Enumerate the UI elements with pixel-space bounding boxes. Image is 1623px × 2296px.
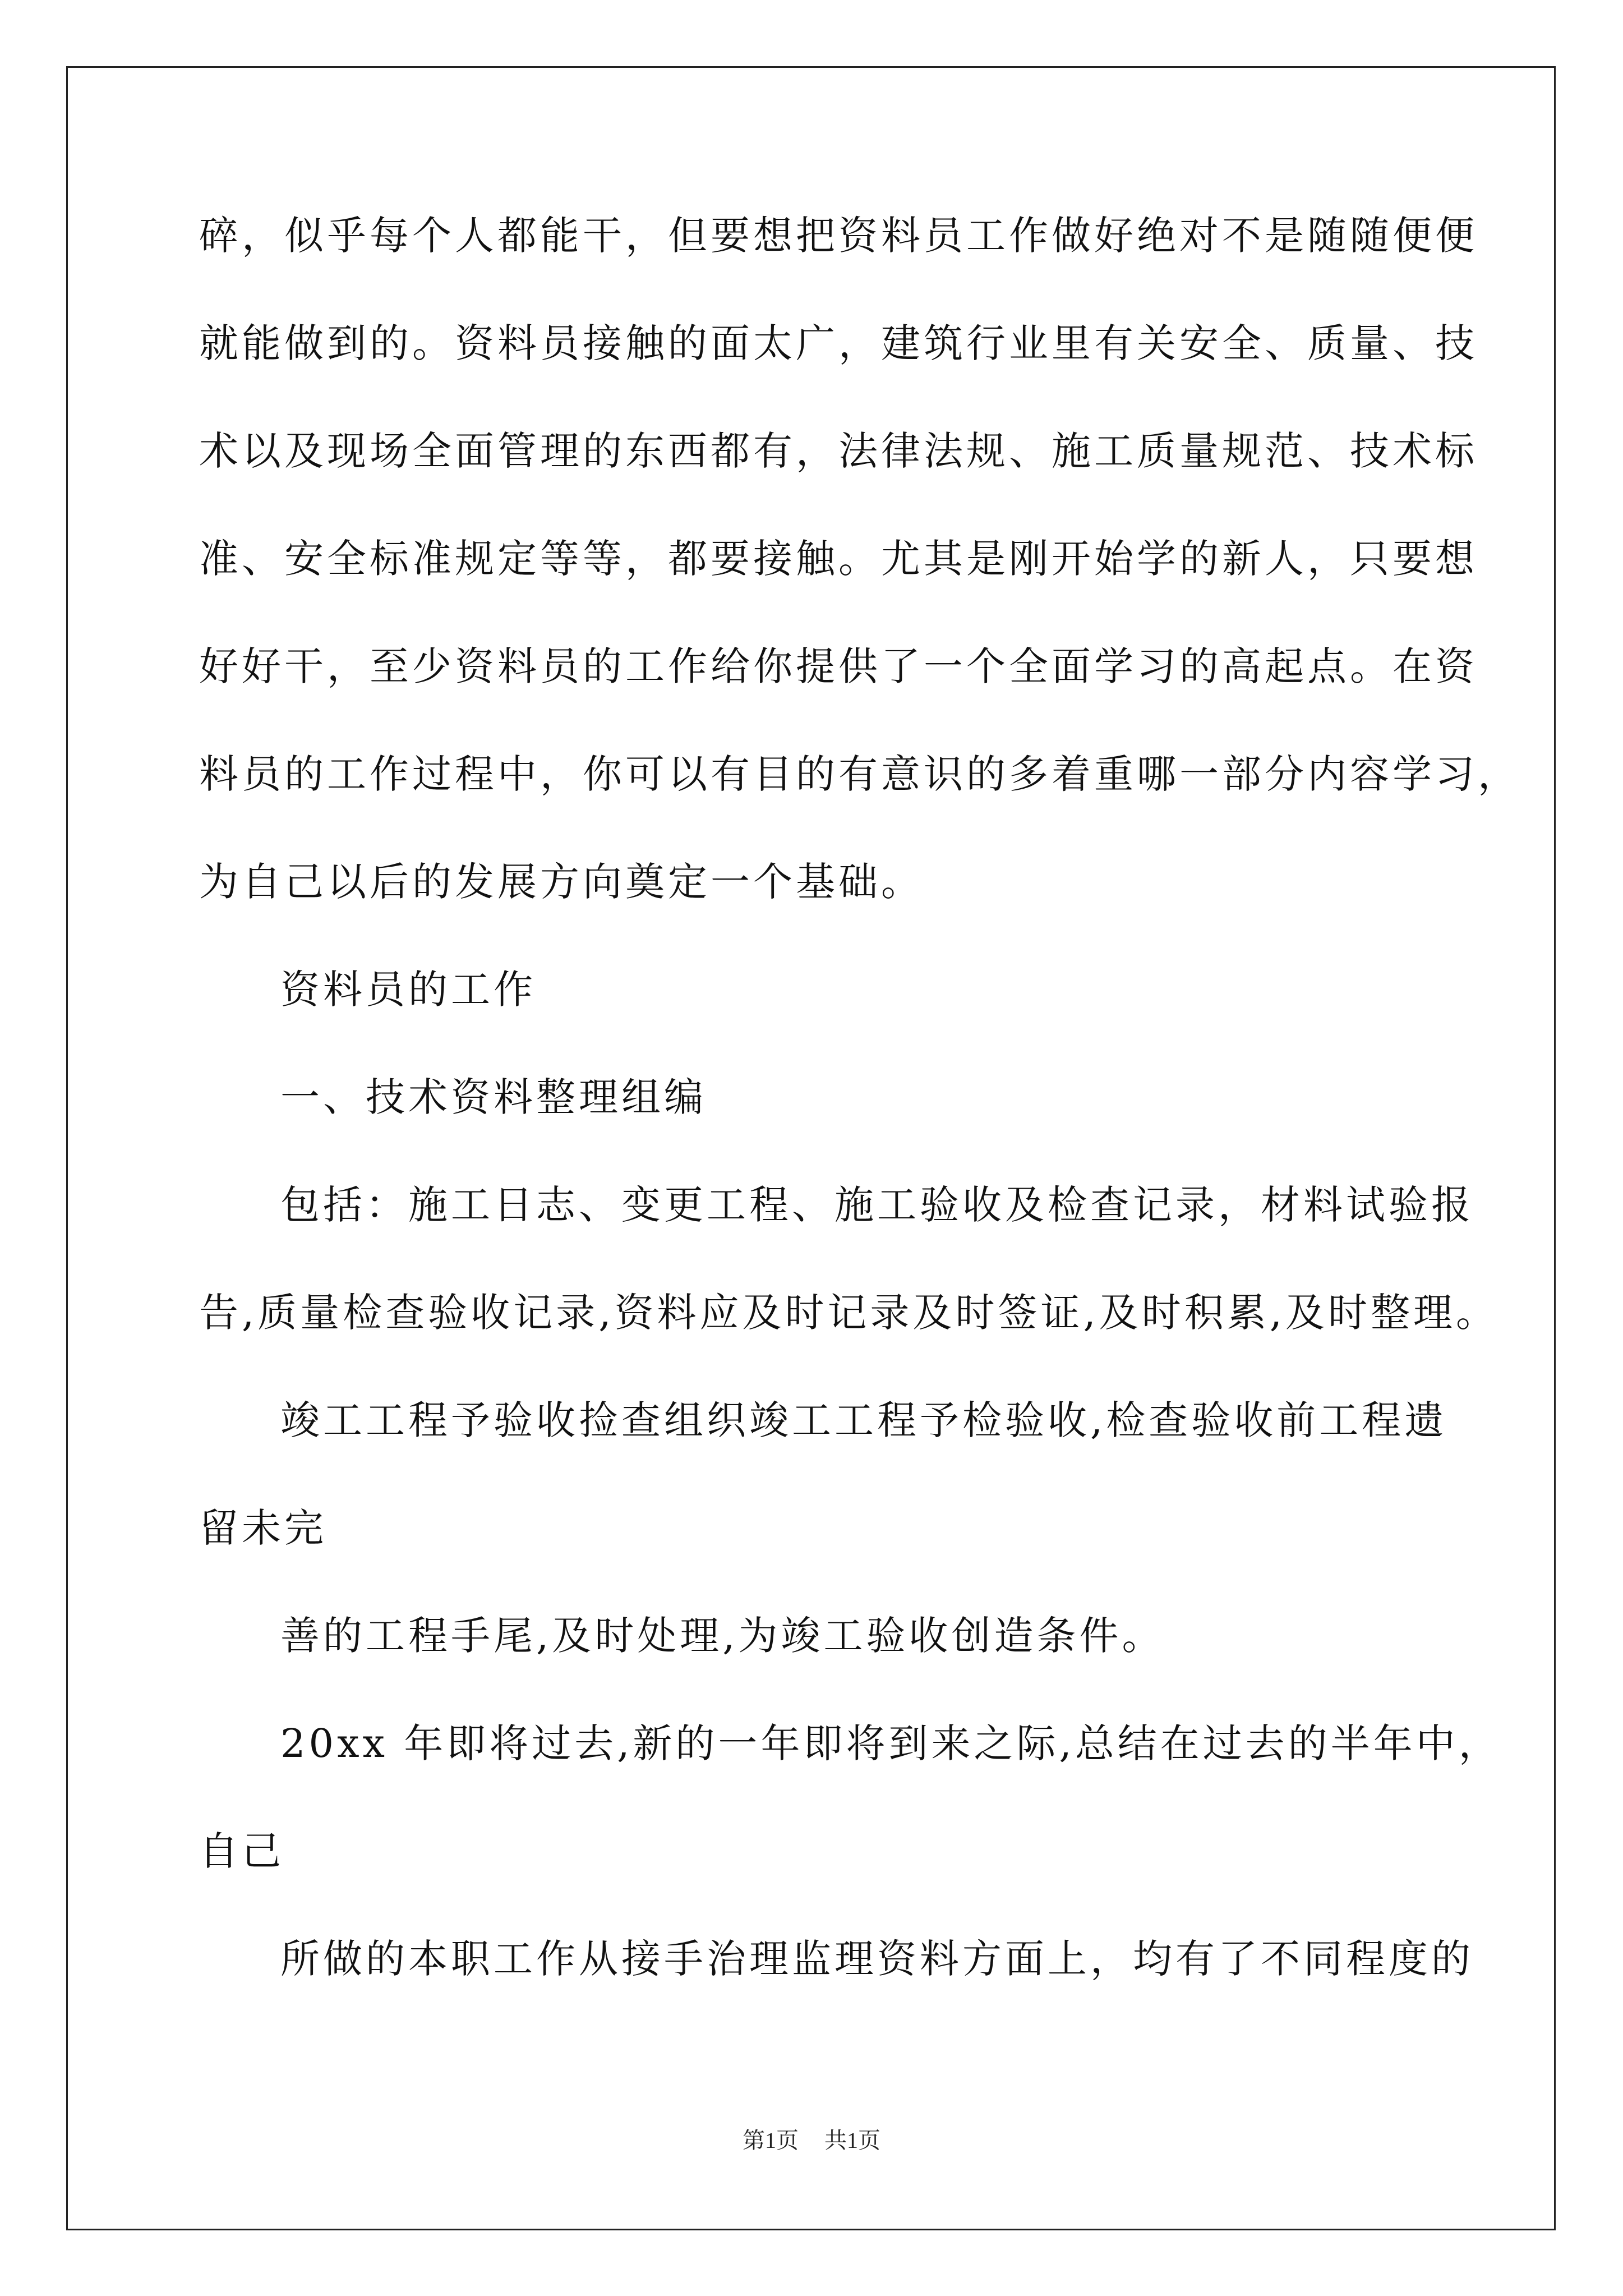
paragraph-line: 准、安全标准规定等等，都要接触。尤其是刚开始学的新人，只要想	[199, 536, 1478, 582]
paragraph-line: 留未完	[199, 1505, 327, 1551]
section-heading: 资料员的工作	[280, 967, 536, 1013]
paragraph-line: 告,质量检查验收记录,资料应及时记录及时签证,及时积累,及时整理。	[199, 1290, 1499, 1336]
paragraph-line: 为自己以后的发展方向奠定一个基础。	[199, 859, 924, 905]
page-number-total: 共1页	[824, 2128, 880, 2153]
paragraph-line: 包括：施工日志、变更工程、施工验收及检查记录，材料试验报	[280, 1182, 1474, 1228]
paragraph-line: 所做的本职工作从接手治理监理资料方面上，均有了不同程度的	[280, 1936, 1474, 1982]
paragraph-line: 20xx 年即将过去,新的一年即将到来之际,总结在过去的半年中，	[280, 1720, 1501, 1766]
page-number-current: 第1页	[743, 2128, 799, 2153]
paragraph-line: 好好干，至少资料员的工作给你提供了一个全面学习的高起点。在资	[199, 643, 1478, 689]
paragraph-line: 碎，似乎每个人都能干，但要想把资料员工作做好绝对不是随随便便	[199, 213, 1478, 259]
paragraph-line: 竣工工程予验收捡查组织竣工工程予检验收,检查验收前工程遗	[280, 1397, 1447, 1443]
paragraph-line: 就能做到的。资料员接触的面太广，建筑行业里有关安全、质量、技	[199, 320, 1478, 366]
paragraph-line: 术以及现场全面管理的东西都有，法律法规、施工质量规范、技术标	[199, 428, 1478, 474]
paragraph-line: 善的工程手尾,及时处理,为竣工验收创造条件。	[280, 1613, 1165, 1659]
document-body	[199, 213, 1520, 2047]
page-footer	[0, 2129, 1623, 2152]
paragraph-line: 自己	[199, 1828, 284, 1874]
paragraph-line: 料员的工作过程中，你可以有目的有意识的多着重哪一部分内容学习，	[199, 751, 1520, 797]
section-subheading: 一、技术资料整理组编	[280, 1074, 707, 1120]
